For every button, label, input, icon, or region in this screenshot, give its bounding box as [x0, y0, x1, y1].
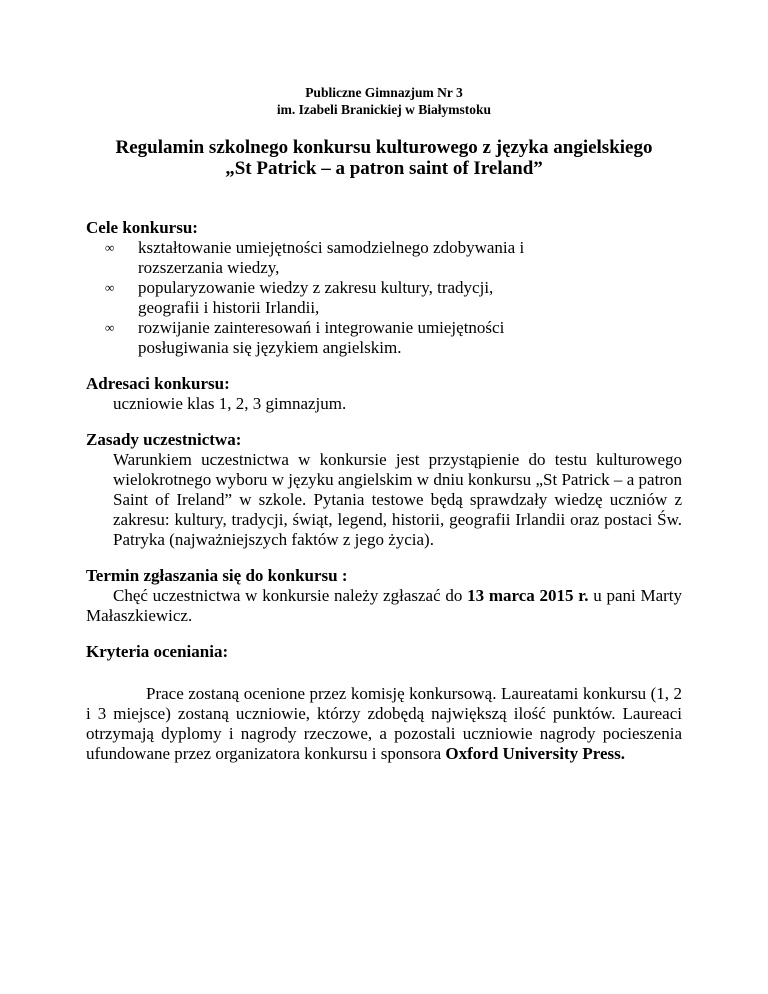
- addressees-heading: Adresaci konkursu:: [86, 374, 230, 393]
- deadline-heading: Termin zgłaszania się do konkursu :: [86, 566, 348, 585]
- deadline-text: [86, 586, 682, 626]
- sponsor-name: Oxford University Press.: [445, 744, 626, 763]
- criteria-text: [86, 684, 682, 764]
- goal-text: popularyzowanie wiedzy z zakresu kultury, tradycji, geografii i historii Irlandii,: [138, 278, 494, 317]
- deadline-text-end: u pani Marty Małaszkiewicz.: [86, 586, 682, 625]
- infinity-bullet-icon: ∞: [105, 280, 115, 295]
- deadline-section: [86, 566, 682, 626]
- document-title: [86, 137, 682, 179]
- deadline-date: 13 marca 2015 r.: [467, 586, 589, 605]
- list-item: [105, 278, 538, 318]
- title-line-1: Regulamin szkolnego konkursu kulturowego z języka angielskiego: [115, 137, 653, 158]
- school-name: Publiczne Gimnazjum Nr 3: [305, 85, 463, 100]
- rules-section: [86, 430, 682, 550]
- criteria-heading: Kryteria oceniania:: [86, 642, 229, 661]
- list-item: [105, 238, 538, 278]
- criteria-section: [86, 642, 682, 764]
- infinity-bullet-icon: ∞: [105, 240, 115, 255]
- school-patron: im. Izabeli Branickiej w Białymstoku: [276, 102, 492, 117]
- goals-section: [86, 218, 682, 358]
- rules-heading: Zasady uczestnictwa:: [86, 430, 242, 449]
- addressees-section: [86, 374, 682, 414]
- goals-heading: Cele konkursu:: [86, 218, 198, 237]
- goal-text: kształtowanie umiejętności samodzielnego zdobywania i rozszerzania wiedzy,: [138, 238, 525, 277]
- list-item: [105, 318, 538, 358]
- title-line-2: „St Patrick – a patron saint of Ireland”: [225, 158, 543, 179]
- infinity-bullet-icon: ∞: [105, 320, 115, 335]
- school-header: [86, 84, 682, 118]
- rules-text: Warunkiem uczestnictwa w konkursie jest przystąpienie do testu kulturowego wielokrotnego wyboru w języku angielskim w dniu konkursu „St Patrick – a patron Saint of Ireland” w szkole. Pytania testowe będą sprawdzały wiedzę uczniów z zakresu: kultury, tradycji, świąt, legend, historii, geografii Irlandii oraz postaci Św. Patryka (najważniejszych faktów z jego życia).: [113, 450, 682, 549]
- criteria-text-body: Prace zostaną ocenione przez komisję konkursową. Laureatami konkursu (1, 2 i 3 miejsce) zostaną uczniowie, którzy zdobędą największą ilość punktów. Laureaci otrzymają dyplomy i nagrody rzeczowe, a pozostali uczniowie nagrody pocieszenia ufundowane przez organizatora konkursu i sponsora: [86, 684, 682, 763]
- goal-text: rozwijanie zainteresowań i integrowanie umiejętności posługiwania się językiem angielskim.: [138, 318, 505, 357]
- addressees-text: uczniowie klas 1, 2, 3 gimnazjum.: [113, 394, 347, 413]
- goals-list: [86, 238, 538, 358]
- deadline-text-start: Chęć uczestnictwa w konkursie należy zgłaszać do: [113, 586, 468, 605]
